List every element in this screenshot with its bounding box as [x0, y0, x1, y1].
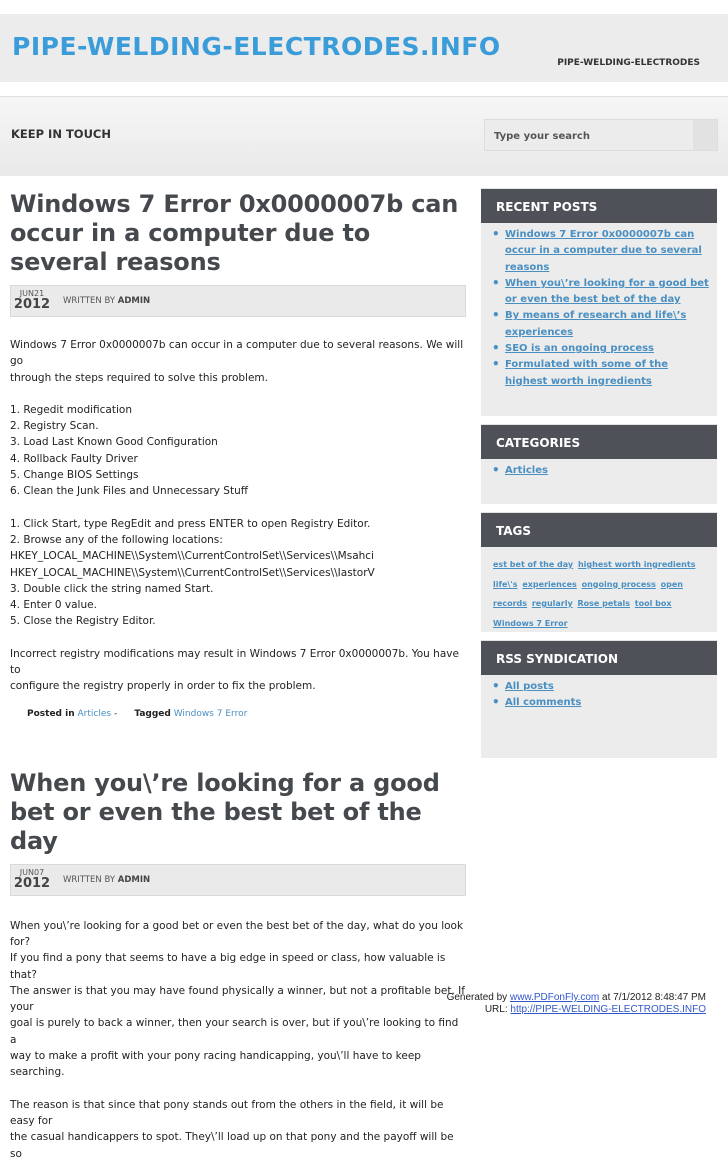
rss-widget [481, 640, 717, 758]
tags-widget [481, 512, 717, 632]
paragraph: The reason is that since that pony stands out from the others in the field, it will be easy for the casual handicappers to spot. They\’ll load up on that pony and the payoff will be so [10, 1098, 454, 1160]
recent-post-link[interactable]: Windows 7 Error 0x0000007b can occur in a computer due to several reasons [505, 229, 702, 273]
post-body [10, 918, 466, 1162]
widget-title: RSS SYNDICATION [481, 641, 717, 675]
recent-posts-list [481, 223, 717, 402]
tag-link[interactable]: Rose petals [577, 599, 630, 608]
list-item [505, 276, 709, 309]
list-item [505, 341, 709, 357]
tag-link[interactable]: Windows 7 Error [493, 618, 568, 628]
category-link[interactable]: Articles [505, 465, 548, 476]
post-date-year: 2012 [13, 297, 51, 312]
categories-list [481, 459, 717, 491]
post-date-year: 2012 [13, 875, 51, 891]
search-input[interactable] [484, 119, 718, 151]
post-date [11, 286, 53, 318]
site-header [0, 14, 728, 82]
search-button[interactable] [693, 120, 717, 150]
tag-link[interactable]: open records [493, 579, 683, 608]
rss-all-posts-link[interactable]: All posts [505, 681, 554, 692]
tag-link[interactable]: Windows 7 Error [173, 708, 248, 719]
list-item [505, 308, 709, 341]
widget-title: TAGS [481, 513, 717, 547]
recent-posts-widget [481, 188, 717, 416]
post-meta [10, 864, 466, 896]
written-by-label: WRITTEN BY [63, 296, 116, 306]
widget-title: RECENT POSTS [481, 189, 717, 223]
tag-link[interactable]: est bet of the day [493, 560, 574, 569]
site-tagline: PIPE-WELDING-ELECTRODES [557, 58, 700, 68]
list-item [505, 679, 709, 695]
categories-widget [481, 424, 717, 504]
category-link[interactable]: Articles [77, 708, 112, 719]
recent-post-link[interactable]: When you\’re looking for a good bet or even the best bet of the day [505, 277, 709, 306]
recent-post-link[interactable]: By means of research and life\’s experiences [505, 310, 687, 338]
posted-in-label: Posted in [27, 708, 75, 719]
paragraph: Incorrect registry modifications may result in Windows 7 Error 0x0000007b. You have to configure the registry properly in order to fix the problem. [10, 647, 459, 693]
list-item [505, 357, 709, 390]
tag-link[interactable]: regularly [531, 599, 573, 608]
post-title-link[interactable]: When you\’re looking for a good bet or even the best bet of the day [10, 768, 440, 855]
generator-link[interactable]: www.PDFonFly.com [509, 992, 600, 1003]
post-byline [63, 875, 150, 885]
keep-in-touch-link[interactable]: KEEP IN TOUCH [11, 127, 111, 141]
post-author-link[interactable]: ADMIN [117, 296, 151, 306]
paragraph: When you\’re looking for a good bet or even the best bet of the day, what do you look for? If you find a pony that seems to have a big edge in speed or class, how valuable is that? The answer is that you may have found physically a winner, but not a profitable bet. If your goal is purely to back a winner, then your search is over, but if you\’re looking to find a way to make a profit with your pony racing handicapping, you\’ll have to keep searching. [10, 919, 465, 1079]
main-content [10, 190, 466, 1162]
paragraph: 1. Click Start, type RegEdit and press ENTER to open Registry Editor. 2. Browse any of the following locations: HKEY_LOCAL_MACHINE\\System\\CurrentControlSet\\Services\\Msahci HKEY_LOCAL_MACHINE\\System\\CurrentControlSet\\Services\\IastorV 3. Double click the string named Start. 4. Enter 0 value. 5. Close the Registry Editor. [10, 517, 375, 628]
post-meta [10, 285, 466, 317]
post-byline [63, 296, 150, 306]
post [10, 190, 466, 719]
written-by-label: WRITTEN BY [63, 874, 116, 885]
widget-title: CATEGORIES [481, 425, 717, 459]
post-title-link[interactable]: Windows 7 Error 0x0000007b can occur in a computer due to several reasons [10, 190, 459, 276]
recent-post-link[interactable]: SEO is an ongoing process [505, 343, 655, 355]
post-date-month-day: JUN07 [19, 867, 45, 877]
tag-link[interactable]: tool box [634, 599, 672, 608]
tag-link[interactable]: highest worth ingredients [577, 560, 696, 569]
site-title-link[interactable]: PIPE-WELDING-ELECTRODES.INFO [12, 32, 501, 61]
rss-all-comments-link[interactable]: All comments [505, 697, 582, 709]
post-body [10, 337, 466, 695]
pdf-generated-note: Generated by www.PDFonFly.com at 7/1/2012 8:48:47 PM URL: http://PIPE-WELDING-ELECTRODES.INFO [446, 992, 706, 1015]
list-item [505, 227, 709, 276]
paragraph: 1. Regedit modification 2. Registry Scan. 3. Load Last Known Good Configuration 4. Rollback Faulty Driver 5. Change BIOS Settings 6. Clean the Junk Files and Unnecessary Stuff [10, 403, 248, 498]
tagged-label: Tagged [134, 708, 171, 719]
post-date [11, 865, 53, 897]
nav-bar [0, 96, 728, 176]
post-author-link[interactable]: ADMIN [117, 874, 151, 885]
rss-list [481, 675, 717, 724]
post-footer [10, 709, 466, 719]
footer-separator: - [113, 708, 118, 719]
tag-cloud [481, 547, 717, 649]
recent-post-link[interactable]: Formulated with some of the highest worth ingredients [505, 359, 669, 387]
tag-link[interactable]: experiences [522, 579, 577, 589]
tag-link[interactable]: ongoing process [581, 579, 656, 589]
source-url-link[interactable]: http://PIPE-WELDING-ELECTRODES.INFO [510, 1004, 706, 1015]
post [10, 769, 466, 1162]
search-placeholder: Type your search [494, 131, 590, 142]
tag-link[interactable]: life\'s [493, 579, 518, 589]
paragraph: Windows 7 Error 0x0000007b can occur in a computer due to several reasons. We will go through the steps required to solve this problem. [10, 339, 464, 384]
list-item [505, 695, 709, 711]
sidebar [481, 188, 717, 758]
list-item [505, 463, 709, 479]
post-date-month-day: JUN21 [19, 289, 45, 298]
